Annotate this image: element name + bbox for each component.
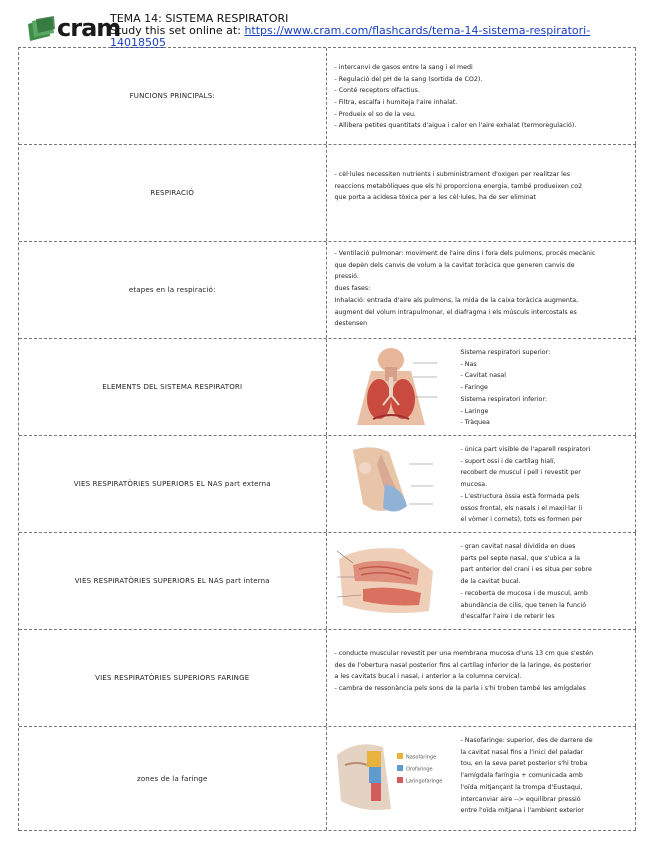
definition-line: - Allibera petites quantitats d'aigua i calor en l'aire exhalat (termoregulació). xyxy=(334,122,577,130)
definition-line: entre l'oïda mitjana i l'ambient exterior xyxy=(460,807,584,815)
definition-line: - Faringe xyxy=(460,384,488,392)
study-url-link[interactable]: https://www.cram.com/flashcards/tema-14-sistema-respiratori-14018505 xyxy=(110,24,591,49)
external-nose-illustration xyxy=(333,444,451,522)
definition-line: Sistema respiratori inferior: xyxy=(460,395,547,403)
definition-line: - intercanvi de gasos entre la sang i el medi xyxy=(334,63,473,71)
definition-line: - Produeix el so de la veu. xyxy=(334,110,416,118)
card-definition xyxy=(327,145,637,241)
definition-line: a les cavitats bucal i nasal, i anterior a la columna cervical. xyxy=(334,673,522,681)
flashcard-row xyxy=(19,533,636,630)
card-definition xyxy=(327,242,637,338)
card-term: VIES RESPIRATÒRIES SUPERIORS FARINGE xyxy=(19,630,327,726)
definition-line: l'oïda mitjançant la trompa d'Eustaqui, xyxy=(460,783,583,791)
definition-line: - Cavitat nasal xyxy=(460,372,507,380)
card-term: ELEMENTS DEL SISTEMA RESPIRATORI xyxy=(19,339,327,435)
definition-line: - Tràquea xyxy=(460,419,490,427)
legend-swatch-nasofaringe xyxy=(397,753,403,759)
definition-line: pressió. xyxy=(334,273,359,281)
definition-line: dues fases: xyxy=(334,285,371,293)
card-term: FUNCIONS PRINCIPALS: xyxy=(19,48,327,144)
definition-text xyxy=(461,347,630,429)
definition-line: d'escalfar l'aire i de reterir les xyxy=(460,613,555,621)
card-term: VIES RESPIRATÒRIES SUPERIORS EL NAS part interna xyxy=(19,533,327,629)
respiratory-system-illustration xyxy=(333,347,451,425)
flashcard-row xyxy=(19,727,636,831)
definition-line: - gran cavitat nasal dividida en dues xyxy=(460,543,576,550)
study-online-line xyxy=(110,25,610,49)
definition-line: Sistema respiratori superior: xyxy=(460,349,551,356)
definition-line: - cambra de ressonància pels sons de la parla i s'hi troben també les amígdales xyxy=(334,685,586,693)
flashcard-row xyxy=(19,145,636,242)
definition-line: ossos frontal, els nasals i el maxil·lar (i xyxy=(460,504,583,512)
definition-line: tou, en la seva paret posterior s'hi troba xyxy=(460,760,588,768)
definition-line: - suport ossi i de cartílag hialí, xyxy=(460,457,556,465)
cram-logo-text: cram xyxy=(57,14,121,42)
definition-line: l'amígdala faríngia + comunicada amb xyxy=(460,772,583,780)
definition-text xyxy=(461,444,630,526)
flashcard-row xyxy=(19,48,636,145)
legend-swatch-laringofaringe xyxy=(397,777,403,783)
card-definition xyxy=(327,48,637,144)
definition-line: - Ventilació pulmonar: moviment de l'aire dins i fora dels pulmons, procés mecànic xyxy=(334,250,596,257)
definition-line: - cèl·lules necessiten nutrients i subministrament d'oxigen per realitzar les xyxy=(334,171,571,178)
definition-line: - L'estructura òssia està formada pels xyxy=(460,492,580,500)
definition-line: part anterior del crani i es situa per sobre xyxy=(460,566,592,574)
cram-logo[interactable] xyxy=(24,14,121,44)
definition-line: recobert de muscul i pell i revestit per xyxy=(460,469,581,477)
definition-line: que depèn dels canvis de volum a la cavitat toràcica que generen canvis de xyxy=(334,261,575,269)
card-definition xyxy=(327,339,637,435)
flashcard-row xyxy=(19,242,636,339)
definition-line: - Regulació del pH de la sang (sortida de CO2). xyxy=(334,75,483,83)
card-term: zones de la faringe xyxy=(19,727,327,830)
study-online-label: Study this set online at: xyxy=(110,24,245,37)
card-definition xyxy=(327,533,637,629)
definition-line: parts pel septe nasal, que s'ubica a la xyxy=(460,554,580,562)
definition-line: que porta a acidesa tòxica per a les cèl·lules, ha de ser eliminat xyxy=(334,194,537,202)
definition-line: intercanviar aire --> equilibrar pressió xyxy=(460,795,581,803)
definition-line: reaccions metabòliques que els hi proporciona energia, també produeixen co2 xyxy=(334,182,583,190)
page-title: TEMA 14: SISTEMA RESPIRATORI xyxy=(110,12,289,25)
card-term: RESPIRACIÓ xyxy=(19,145,327,241)
flashcard-row xyxy=(19,436,636,533)
definition-line: de la cavitat bucal. xyxy=(460,578,521,586)
card-definition xyxy=(327,630,637,726)
pharynx-zones-illustration xyxy=(333,735,451,815)
flashcard-table xyxy=(18,47,636,831)
definition-line: el vòmer i cornets), tots es formen per xyxy=(460,516,583,524)
definition-line: - única part visible de l'aparell respiratori xyxy=(460,446,591,453)
definition-line: destensen xyxy=(334,320,368,328)
legend-label: Orofaringe xyxy=(405,766,433,773)
nasal-cavity-illustration xyxy=(333,541,451,619)
definition-line: - Nasofaringe: superior, des de darrere de xyxy=(460,737,593,744)
legend-label: Laringofaringe xyxy=(405,778,442,785)
legend-label: Nasofaringe xyxy=(405,754,436,761)
cram-logo-icon xyxy=(26,16,56,42)
legend-swatch-orofaringe xyxy=(397,765,403,771)
definition-text xyxy=(461,735,630,817)
card-definition xyxy=(327,436,637,532)
card-term: VIES RESPIRATÒRIES SUPERIORS EL NAS part externa xyxy=(19,436,327,532)
definition-line: - Laringe xyxy=(460,407,489,415)
flashcard-row xyxy=(19,339,636,436)
definition-line: - Nas xyxy=(460,360,477,368)
flashcard-row xyxy=(19,630,636,727)
definition-line: - recoberta de mucosa i de muscul, amb xyxy=(460,589,588,597)
definition-line: - Filtra, escalfa i humiteja l'aire inhalat. xyxy=(334,99,458,106)
definition-line: abundància de cilis, que tenen la funció xyxy=(460,601,587,609)
definition-line: la cavitat nasal fins a l'inici del paladar xyxy=(460,748,584,756)
definition-line: des de l'obertura nasal posterior fins al cartílag inferior de la laringe, és posterior xyxy=(334,661,592,669)
definition-line: Inhalació: entrada d'aire als pulmons, la mida de la caixa toràcica augmenta, xyxy=(334,296,579,304)
card-term: etapes en la respiració: xyxy=(19,242,327,338)
definition-line: - conducte muscular revestit per una membrana mucosa d'uns 13 cm que s'estén xyxy=(334,650,594,657)
definition-text xyxy=(461,541,630,623)
definition-line: mucosa. xyxy=(460,481,488,489)
card-definition xyxy=(327,727,637,830)
definition-line: - Conté receptors olfactius. xyxy=(334,87,420,95)
page-header xyxy=(24,8,644,49)
definition-line: augment del volum intrapulmonar, el diafragma i els músculs intercostals es xyxy=(334,308,577,316)
